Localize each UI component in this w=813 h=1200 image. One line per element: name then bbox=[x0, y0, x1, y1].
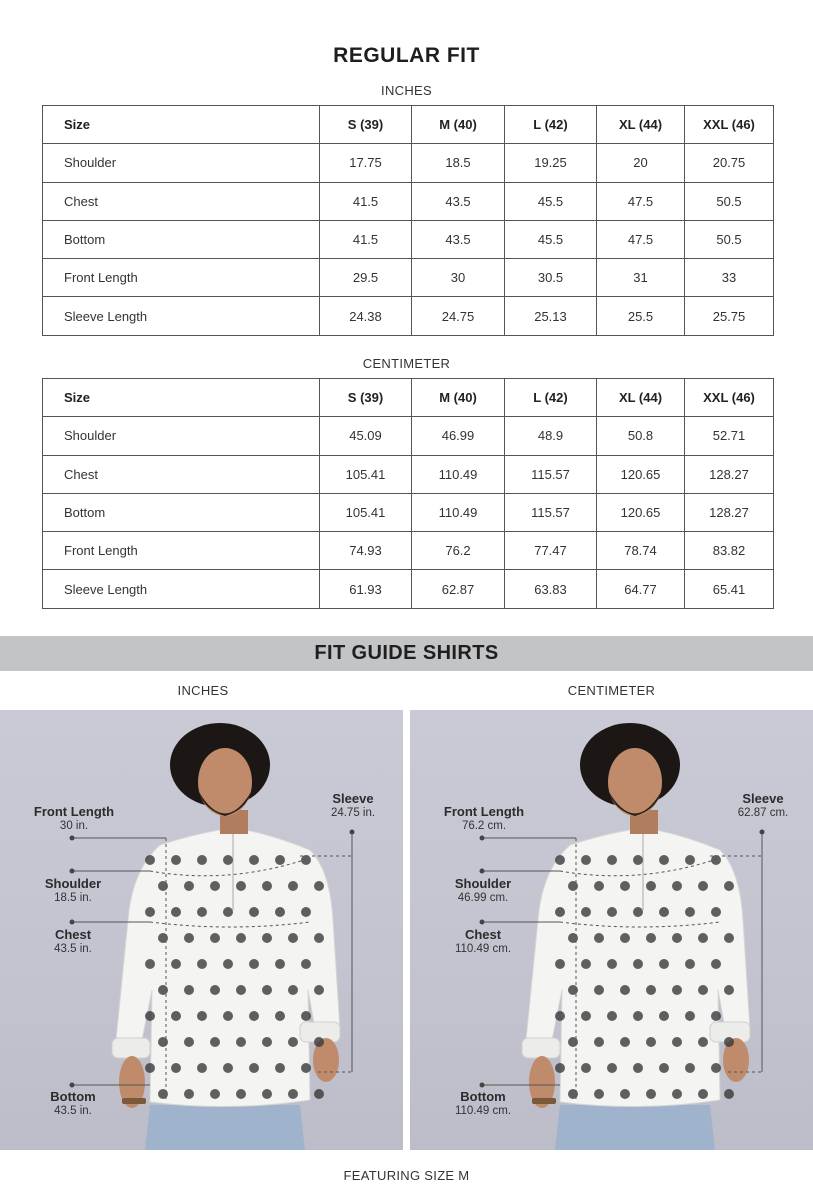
centimeter-table-label: CENTIMETER bbox=[362, 356, 451, 371]
featuring-size-note: FEATURING SIZE M bbox=[343, 1168, 470, 1183]
measurement-value: 25.5 bbox=[597, 297, 685, 335]
centimeter-fit-panel bbox=[410, 710, 813, 1150]
bottom-annotation bbox=[438, 1090, 528, 1118]
measurement-value: 30.5 bbox=[505, 259, 597, 297]
measurement-label: Front Length bbox=[43, 259, 320, 297]
measurement-value: 47.5 bbox=[597, 182, 685, 220]
sleeve-annotation bbox=[722, 792, 804, 820]
measurement-value: 76.2 bbox=[412, 532, 505, 570]
inches-panel-label: INCHES bbox=[177, 683, 229, 698]
centimeter-size-table bbox=[42, 378, 774, 609]
measurement-value: 20.75 bbox=[685, 144, 774, 182]
measurement-value: 78.74 bbox=[597, 532, 685, 570]
sleeve-name: Sleeve bbox=[742, 791, 784, 806]
front-length-name: Front Length bbox=[443, 804, 525, 819]
size-header-cell: XL (44) bbox=[597, 106, 685, 144]
measurement-value: 45.5 bbox=[505, 182, 597, 220]
measurement-value: 83.82 bbox=[685, 532, 774, 570]
fit-guide-band bbox=[0, 636, 813, 671]
measurement-value: 65.41 bbox=[685, 570, 774, 608]
size-column-header: Size bbox=[43, 106, 320, 144]
shoulder-value: 46.99 cm. bbox=[457, 891, 509, 904]
measurement-value: 52.71 bbox=[685, 417, 774, 455]
table-row bbox=[43, 259, 774, 297]
measurement-value: 48.9 bbox=[505, 417, 597, 455]
measurement-value: 110.49 bbox=[412, 455, 505, 493]
measurement-label: Chest bbox=[43, 455, 320, 493]
table-row bbox=[43, 182, 774, 220]
measurement-value: 128.27 bbox=[685, 455, 774, 493]
inches-size-table bbox=[42, 105, 774, 336]
size-header-cell: M (40) bbox=[412, 106, 505, 144]
chest-name: Chest bbox=[54, 927, 92, 942]
measurement-value: 74.93 bbox=[320, 532, 412, 570]
measurement-value: 43.5 bbox=[412, 220, 505, 258]
measurement-label: Sleeve Length bbox=[43, 297, 320, 335]
sleeve-name: Sleeve bbox=[332, 791, 374, 806]
table-row bbox=[43, 455, 774, 493]
bottom-name: Bottom bbox=[50, 1089, 96, 1104]
shoulder-name: Shoulder bbox=[454, 876, 512, 891]
measurement-value: 43.5 bbox=[412, 182, 505, 220]
table-row bbox=[43, 417, 774, 455]
inches-table-label: INCHES bbox=[381, 83, 432, 98]
measurement-value: 29.5 bbox=[320, 259, 412, 297]
measurement-value: 50.5 bbox=[685, 220, 774, 258]
chest-annotation bbox=[438, 928, 528, 956]
measurement-value: 45.5 bbox=[505, 220, 597, 258]
measurement-label: Bottom bbox=[43, 220, 320, 258]
size-header-cell: XL (44) bbox=[597, 379, 685, 417]
measurement-label: Front Length bbox=[43, 532, 320, 570]
centimeter-panel-label: CENTIMETER bbox=[567, 683, 656, 698]
shoulder-annotation bbox=[438, 877, 528, 905]
table-row bbox=[43, 493, 774, 531]
bottom-value: 43.5 in. bbox=[54, 1104, 92, 1117]
table-header-row bbox=[43, 106, 774, 144]
table-row bbox=[43, 297, 774, 335]
bottom-annotation bbox=[28, 1090, 118, 1118]
measurement-value: 77.47 bbox=[505, 532, 597, 570]
regular-fit-title: REGULAR FIT bbox=[333, 44, 480, 67]
measurement-value: 110.49 bbox=[412, 493, 505, 531]
measurement-value: 45.09 bbox=[320, 417, 412, 455]
fit-guide-title: FIT GUIDE SHIRTS bbox=[314, 642, 499, 664]
front-length-value: 76.2 cm. bbox=[461, 819, 507, 832]
measurement-value: 120.65 bbox=[597, 455, 685, 493]
measurement-value: 17.75 bbox=[320, 144, 412, 182]
shoulder-value: 18.5 in. bbox=[54, 891, 92, 904]
measurement-label: Chest bbox=[43, 182, 320, 220]
chest-value: 43.5 in. bbox=[54, 942, 92, 955]
measurement-value: 50.5 bbox=[685, 182, 774, 220]
measurement-value: 24.38 bbox=[320, 297, 412, 335]
shoulder-annotation bbox=[28, 877, 118, 905]
measurement-value: 105.41 bbox=[320, 455, 412, 493]
front-length-name: Front Length bbox=[33, 804, 115, 819]
sleeve-annotation bbox=[312, 792, 394, 820]
size-header-cell: M (40) bbox=[412, 379, 505, 417]
table-header-row bbox=[43, 379, 774, 417]
sleeve-value: 24.75 in. bbox=[330, 806, 376, 819]
measurement-value: 120.65 bbox=[597, 493, 685, 531]
table-row bbox=[43, 144, 774, 182]
bottom-name: Bottom bbox=[460, 1089, 506, 1104]
measurement-label: Shoulder bbox=[43, 144, 320, 182]
bottom-value: 110.49 cm. bbox=[454, 1104, 512, 1117]
front-length-annotation bbox=[432, 805, 536, 833]
table-row bbox=[43, 570, 774, 608]
measurement-value: 19.25 bbox=[505, 144, 597, 182]
table-row bbox=[43, 532, 774, 570]
measurement-value: 115.57 bbox=[505, 455, 597, 493]
size-header-cell: L (42) bbox=[505, 379, 597, 417]
measurement-value: 46.99 bbox=[412, 417, 505, 455]
measurement-value: 128.27 bbox=[685, 493, 774, 531]
measurement-value: 105.41 bbox=[320, 493, 412, 531]
measurement-label: Sleeve Length bbox=[43, 570, 320, 608]
chest-value: 110.49 cm. bbox=[454, 942, 512, 955]
front-length-annotation bbox=[22, 805, 126, 833]
measurement-value: 25.75 bbox=[685, 297, 774, 335]
measurement-value: 20 bbox=[597, 144, 685, 182]
size-header-cell: S (39) bbox=[320, 106, 412, 144]
table-row bbox=[43, 220, 774, 258]
measurement-value: 115.57 bbox=[505, 493, 597, 531]
measurement-value: 61.93 bbox=[320, 570, 412, 608]
measurement-value: 24.75 bbox=[412, 297, 505, 335]
measurement-value: 50.8 bbox=[597, 417, 685, 455]
inches-fit-panel bbox=[0, 710, 403, 1150]
measurement-label: Shoulder bbox=[43, 417, 320, 455]
measurement-value: 25.13 bbox=[505, 297, 597, 335]
measurement-value: 47.5 bbox=[597, 220, 685, 258]
sleeve-value: 62.87 cm. bbox=[737, 806, 789, 819]
measurement-value: 41.5 bbox=[320, 220, 412, 258]
measurement-value: 41.5 bbox=[320, 182, 412, 220]
size-header-cell: XXL (46) bbox=[685, 106, 774, 144]
chest-name: Chest bbox=[464, 927, 502, 942]
measurement-value: 62.87 bbox=[412, 570, 505, 608]
measurement-value: 31 bbox=[597, 259, 685, 297]
size-column-header: Size bbox=[43, 379, 320, 417]
measurement-label: Bottom bbox=[43, 493, 320, 531]
front-length-value: 30 in. bbox=[59, 819, 89, 832]
shoulder-name: Shoulder bbox=[44, 876, 102, 891]
measurement-value: 63.83 bbox=[505, 570, 597, 608]
measurement-value: 18.5 bbox=[412, 144, 505, 182]
size-header-cell: S (39) bbox=[320, 379, 412, 417]
size-header-cell: XXL (46) bbox=[685, 379, 774, 417]
size-header-cell: L (42) bbox=[505, 106, 597, 144]
measurement-value: 30 bbox=[412, 259, 505, 297]
measurement-value: 33 bbox=[685, 259, 774, 297]
chest-annotation bbox=[28, 928, 118, 956]
measurement-value: 64.77 bbox=[597, 570, 685, 608]
